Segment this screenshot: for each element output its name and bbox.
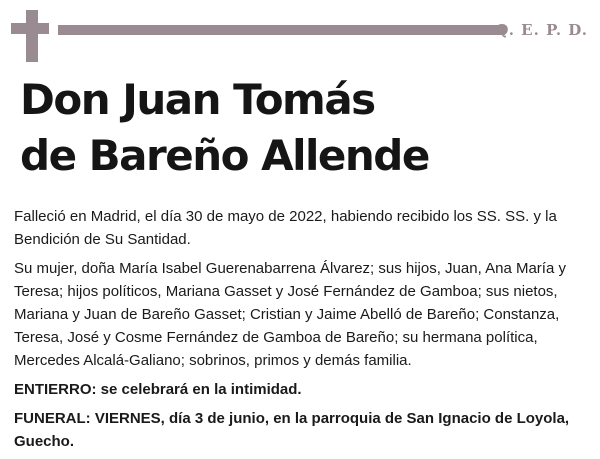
deceased-name [20,72,429,184]
funeral-paragraph: FUNERAL: VIERNES, día 3 de junio, en la parroquia de San Ignacio de Loyola, Guecho. [14,410,570,450]
death-paragraph: Falleció en Madrid, el día 30 de mayo de 2022, habiendo recibido los SS. SS. y la Bendición de Su Santidad. [14,208,557,248]
name-line-2: de Bareño Allende [20,131,429,180]
family-paragraph: Su mujer, doña María Isabel Guerenabarrena Álvarez; sus hijos, Juan, Ana María y Teresa; hijos políticos, Mariana Gasset y José Fernández de Gamboa; sus nietos, Mariana y Juan de Bareño Gasset; Cristian y Jaime Abelló de Bareño; Constanza, Teresa, José y Cosme Fernández de Gamboa de Bareño; su hermana política, Mercedes Alcalá-Galiano; sobrinos, primos y demás familia. [14,260,566,369]
qepd-label: Q. E. P. D. [495,21,588,39]
header-rule [58,25,505,35]
notice-body [14,205,588,459]
name-line-1: Don Juan Tomás [20,75,375,124]
burial-paragraph: ENTIERRO: se celebrará en la intimidad. [14,381,302,398]
